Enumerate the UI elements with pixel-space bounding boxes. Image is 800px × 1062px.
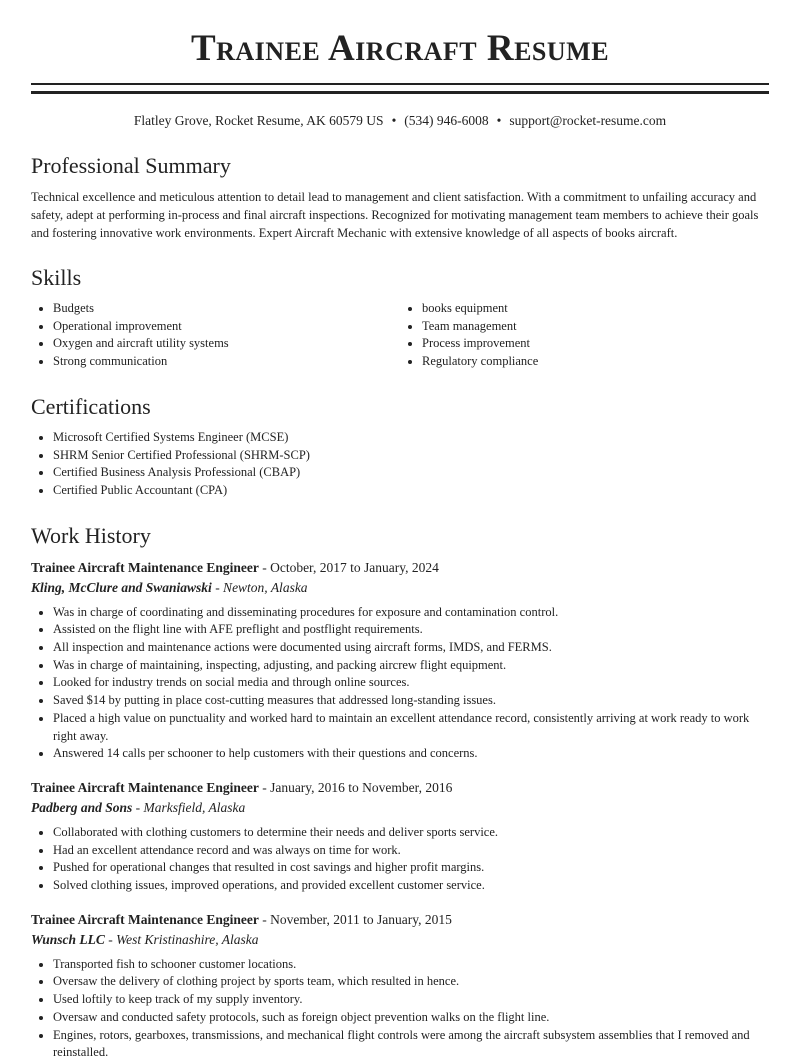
title-divider — [31, 83, 769, 94]
job-bullet: • Placed a high value on punctuality and worked hard to maintain an excellent attendance record, consistently arriving at work ready to work right away. — [53, 710, 769, 745]
job-bullet: • Pushed for operational changes that resulted in cost savings and higher profit margins. — [53, 859, 769, 877]
job-bullet: • Was in charge of maintaining, inspecting, adjusting, and packing aircrew flight equipment. — [53, 657, 769, 675]
certification-item: • SHRM Senior Certified Professional (SHRM-SCP) — [53, 447, 769, 465]
job-entry — [31, 778, 769, 895]
job-bullets — [31, 956, 769, 1062]
certification-item: • Certified Public Accountant (CPA) — [53, 482, 769, 500]
contact-line — [0, 112, 800, 130]
job-dates: - November, 2011 to January, 2015 — [258, 911, 452, 927]
job-bullet: • Used loftily to keep track of my supply inventory. — [53, 991, 769, 1009]
job-bullet: • Assisted on the flight line with AFE preflight and postflight requirements. — [53, 621, 769, 639]
job-title: Trainee Aircraft Maintenance Engineer — [31, 911, 259, 927]
certifications-list — [31, 429, 769, 500]
job-dates: - October, 2017 to January, 2024 — [258, 559, 439, 575]
job-bullet: • Collaborated with clothing customers to determine their needs and deliver sports service. — [53, 824, 769, 842]
job-bullet: • All inspection and maintenance actions were documented using aircraft forms, IMDS, and FERMS. — [53, 639, 769, 657]
job-bullet: • Saved $14 by putting in place cost-cutting measures that addressed long-standing issues. — [53, 692, 769, 710]
certification-item: • Certified Business Analysis Professional (CBAP) — [53, 464, 769, 482]
job-location: - Newton, Alaska — [211, 579, 308, 595]
job-header — [31, 910, 769, 930]
job-company: Wunsch LLC — [31, 931, 105, 947]
skills-section — [0, 264, 800, 371]
contact-address: Flatley Grove, Rocket Resume, AK 60579 US — [133, 113, 384, 128]
job-entry — [31, 558, 769, 763]
job-header — [31, 558, 769, 578]
job-bullet: • Had an excellent attendance record and was always on time for work. — [53, 842, 769, 860]
job-bullet: • Looked for industry trends on social media and through online sources. — [53, 674, 769, 692]
job-bullet: • Engines, rotors, gearboxes, transmissions, and mechanical flight controls were among the aircraft subsystem assemblies that I removed and reinstalled. — [53, 1027, 769, 1062]
skill-item: • Oxygen and aircraft utility systems — [53, 335, 400, 353]
skill-item: • Process improvement — [422, 335, 769, 353]
skills-list-right — [400, 300, 769, 371]
certification-item: • Microsoft Certified Systems Engineer (MCSE) — [53, 429, 769, 447]
job-title: Trainee Aircraft Maintenance Engineer — [31, 779, 259, 795]
contact-phone: (534) 946-6008 — [404, 113, 489, 128]
skill-item: • Operational improvement — [53, 318, 400, 336]
skills-heading: Skills — [31, 265, 82, 290]
job-bullet: • Was in charge of coordinating and disseminating procedures for exposure and contamination control. — [53, 604, 769, 622]
job-bullet: • Solved clothing issues, improved operations, and provided excellent customer service. — [53, 877, 769, 895]
job-title: Trainee Aircraft Maintenance Engineer — [31, 559, 259, 575]
job-employer — [31, 798, 769, 818]
job-company: Kling, McClure and Swaniawski — [31, 579, 212, 595]
skills-columns — [31, 300, 769, 371]
certifications-section — [0, 393, 800, 500]
skills-list-left — [31, 300, 400, 371]
contact-email: support@rocket-resume.com — [509, 113, 667, 128]
job-bullet: • Oversaw the delivery of clothing project by sports team, which resulted in hence. — [53, 973, 769, 991]
summary-text: Technical excellence and meticulous attention to detail lead to management and client satisfaction. With a commitment to unfailing accuracy and safety, adept at performing in-process and final aircraft inspections. Recognized for motivating management team members to achieve their goals and fostering innovative work environments. Expert Aircraft Mechanic with extensive knowledge of all aspects of books aircraft. — [31, 190, 759, 240]
job-bullet: • Answered 14 calls per schooner to help customers with their questions and concerns. — [53, 745, 769, 763]
job-company: Padberg and Sons — [31, 799, 133, 815]
skill-item: • Team management — [422, 318, 769, 336]
job-entry — [31, 910, 769, 1062]
summary-heading: Professional Summary — [31, 153, 231, 178]
job-employer — [31, 930, 769, 950]
job-bullets — [31, 604, 769, 763]
contact-separator: • — [391, 113, 397, 128]
contact-separator: • — [496, 113, 502, 128]
job-employer — [31, 578, 769, 598]
job-bullets — [31, 824, 769, 895]
page-title: Trainee Aircraft Resume — [190, 28, 610, 69]
job-location: - West Kristinashire, Alaska — [104, 931, 259, 947]
job-bullet: • Oversaw and conducted safety protocols, such as foreign object prevention walks on the flight line. — [53, 1009, 769, 1027]
skill-item: • Strong communication — [53, 353, 400, 371]
skill-item: • books equipment — [422, 300, 769, 318]
job-header — [31, 778, 769, 798]
work-history-heading: Work History — [31, 522, 151, 548]
job-dates: - January, 2016 to November, 2016 — [258, 779, 453, 795]
work-history-section — [0, 522, 800, 1062]
skill-item: • Regulatory compliance — [422, 353, 769, 371]
job-bullet: • Transported fish to schooner customer locations. — [53, 956, 769, 974]
skill-item: • Budgets — [53, 300, 400, 318]
summary-section — [0, 152, 800, 242]
job-location: - Marksfield, Alaska — [132, 799, 246, 815]
certifications-heading: Certifications — [31, 393, 151, 419]
